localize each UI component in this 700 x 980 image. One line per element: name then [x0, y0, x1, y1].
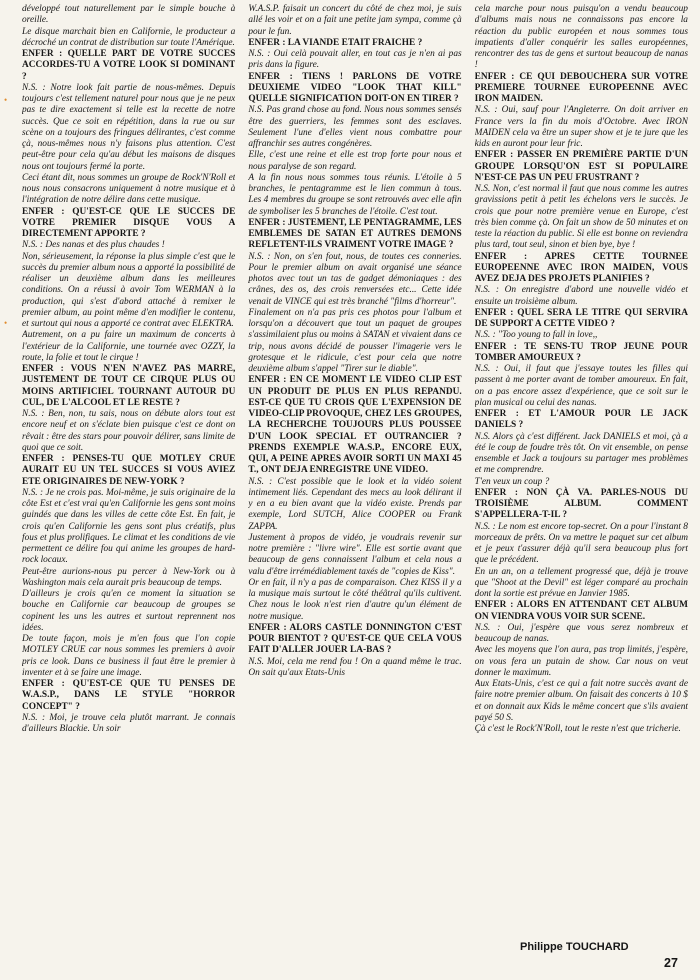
interview-answer: Peut-être aurions-nous pu percer à New-York ou à Washington mais cela aurait pris beaucoup de temps. [22, 566, 236, 588]
interview-question: ENFER : LA VIANDE ETAIT FRAICHE ? [248, 37, 423, 48]
interview-question: ENFER : ET L'AMOUR POUR LE JACK DANIELS ? [474, 409, 688, 431]
interview-question: ENFER : EN CE MOMENT LE VIDEO CLIP EST UN PRODUIT DE PLUS EN PLUS REPANDU. EST-CE QUE TU CROIS QUE L'EXPENSION DE VIDEO-CLIP PROVOQUE, CHEZ LES GROUPES, LA RECHERCHE TOUJOURS PLUS POUSSEE D'UN LOOK SPECIAL ET OUTRANCIER ? PRENDS EXEMPLE W.A.S.P., ENCORE EUX, QUI, A PEINE APRES AVOIR SORTI UN MAXI 45 T., ONT DEJA ENREGISTRE UNE VIDEO. [248, 375, 462, 476]
interview-answer: Or en fait, il n'y a pas de comparaison. Chez KISS il y a la musique mais surtout le côté théâtral qu'ils cultivent. Chez nous le look n'est rien d'autre qu'un élément de notre musique. [248, 577, 462, 622]
interview-answer: W.A.S.P. faisait un concert du côté de chez moi, je suis allé les voir et on a fait une petite jam sympa, comme çà pour le fun. [248, 4, 462, 37]
interview-question: ENFER : ALORS EN ATTENDANT CET ALBUM ON VIENDRA VOUS VOIR SUR SCENE. [474, 600, 688, 622]
interview-answer: N.S. : Ben, non, tu sais, nous on débute alors tout est encore neuf et on s'éclate bien puisque c'est ce dont on rêvait : être des stars pour pouvoir délirer, sans limite de quoi que ce soit. [22, 409, 236, 453]
interview-answer: N.S. : "Too young to fall in love,, [474, 330, 598, 341]
interview-question: ENFER : NON ÇÀ VA. PARLES-NOUS DU TROISIÈME ALBUM. COMMENT S'APPELLERA-T-IL ? [474, 487, 688, 521]
interview-question: ENFER : QUELLE PART DE VOTRE SUCCES ACCORDES-TU A VOTRE LOOK SI DOMINANT ? [22, 49, 236, 82]
interview-answer: Ceci étant dit, nous sommes un groupe de Rock'N'Roll et nous nous consacrons uniquement à notre musique et à l'intégration de notre délire dans cette musique. [22, 172, 236, 206]
interview-question: ENFER : CE QUI DEBOUCHERA SUR VOTRE PREMIERE TOURNEE EUROPEENNE AVEC IRON MAIDEN. [474, 71, 688, 104]
margin-dot-icon: • [4, 95, 8, 105]
interview-answer: En un an, on a tellement progressé que, déjà je trouve que "Shoot at the Devil" est léger comparé au prochain dont la sortie est prévue en Janvier 1985. [474, 566, 688, 599]
interview-question: ENFER : QU'EST-CE QUE TU PENSES DE W.A.S.P., DANS LE STYLE "HORROR CONCEPT" ? [22, 679, 236, 712]
interview-answer: Le disque marchait bien en Californie, le producteur a décroché un contrat de distribution sur toute l'Amérique. [22, 26, 236, 48]
interview-answer: N.S. : Le nom est encore top-secret. On a pour l'instant 8 morceaux de prêts. On va mettre le paquet sur cet album et je peux t'assurer déjà qu'il sera beaucoup plus fort que le précédent. [474, 521, 688, 566]
interview-question: ENFER : PASSER EN PREMIÈRE PARTIE D'UN GROUPE LORSQU'ON EST SI POPULAIRE N'EST-CE PAS UN PEU FRUSTRANT ? [474, 150, 688, 183]
interview-question: ENFER : QU'EST-CE QUE LE SUCCES DE VOTRE PREMIER DISQUE VOUS A DIRECTEMENT APPORTE ? [22, 206, 236, 239]
interview-answer: T'en veux un coup ? [474, 476, 550, 487]
page-number: 27 [664, 956, 678, 970]
interview-answer: développé tout naturellement par le simple bouche à oreille. [22, 4, 236, 26]
interview-answer: Non, sérieusement, la réponse la plus simple c'est que le succès du premier album nous a apporté la possibilité de réaliser un deuxième album dans les meilleures conditions. On a réussi à avoir Tom WERMAN à la production, qui s'est d'abord attaché à remixer le premier album, au point même d'en modifier le contenu, et surtout qui nous a apporté ce contrat avec ELEKTRA. [22, 251, 236, 329]
interview-answer: Finalement on n'a pas pris ces photos pour l'album et lorsqu'on a découvert que tout un paquet de groupes s'assimilaient plus ou moins à SATAN et vivaient dans ce trip, nous avons décidé de pousser l'imagerie vers le grotesque et le ridicule, c'est pour cela que notre deuxième album s'appel "Tirer sur le diable". [248, 307, 462, 374]
text-column-1 [22, 4, 235, 944]
interview-answer: N.S. Moi, cela me rend fou ! On a quand même le trac. On sait qu'aux Etats-Unis [248, 656, 462, 678]
interview-answer: De toute façon, mois je m'en fous que l'on copie MOTLEY CRUE car nous sommes les premiers à avoir pris ce look. Dans ce business il faut être le premier à inventer et à se faire une image. [22, 634, 236, 678]
interview-answer: N.S. : Non, on s'en fout, nous, de toutes ces conneries. Pour le premier album on avait organisé une séance photos avec tout un tas de gadget démoniaques : des crânes, des os, des crois renversées etc... Cette idée venait de VINCE qui est très branché "films d'horreur". [248, 251, 462, 307]
interview-question: ENFER : JUSTEMENT, LE PENTAGRAMME, LES EMBLEMES DE SATAN ET AUTRES DEMONS REFLETENT-ILS VRAIMENT VOTRE IMAGE ? [248, 217, 462, 251]
interview-answer: N.S. : Oui celà pouvait aller, en tout cas je n'en ai pas pris dans la figure. [248, 49, 462, 71]
interview-answer: cela marche pour nous puisqu'on a vendu beaucoup d'albums mais nous ne connaissons pas encore la réaction du public européen et nous sommes tous impatients d'aller conquérir les salles européennes, rencontrer des tas de gens et surtout beaucoup de nanas ! [474, 4, 688, 71]
interview-answer: Elle, c'est une reine et elle est trop forte pour nous et nous paralyse de son regard. [248, 150, 462, 172]
interview-answer: Çà c'est le Rock'N'Roll, tout le reste n'est que tricherie. [474, 724, 681, 734]
interview-answer: N.S. : Oui, il faut que j'essaye toutes les filles qui passent à me porter avant de tomber amoureux. En fait, on a pas encore assez d'expérience, que ce soit sur le plan musical ou celui des nanas. [474, 364, 688, 408]
author-signature: Philippe TOUCHARD [520, 941, 629, 953]
article-body [22, 4, 688, 944]
interview-question: ENFER : QUEL SERA LE TITRE QUI SERVIRA DE SUPPORT A CETTE VIDEO ? [474, 307, 688, 329]
interview-answer: Justement à propos de vidéo, je voudrais revenir sur notre première : "livre wire". Elle est sortie avant que beaucoup de gens connaissent l'album et cela nous a valu d'être irrémédiablement taxés de "copies de Kiss". [248, 532, 462, 577]
interview-answer: N.S. : C'est possible que le look et la vidéo soient intimement liés. Cependant des mecs au look délirant il y en a eu bien avant que la vidéo existe. Prends par exemple, Lord SUTCH, Alice COOPER ou Frank ZAPPA. [248, 476, 462, 532]
interview-question: ENFER : TE SENS-TU TROP JEUNE POUR TOMBER AMOUREUX ? [474, 341, 688, 363]
interview-answer: N.S. Alors çà c'est différent. Jack DANIELS et moi, çà a été le coup de foudre très tôt. On vit ensemble, on pense ensemble et Jack a toujours su partager mes problèmes et me comprendre. [474, 431, 688, 476]
interview-answer: Avec les moyens que l'on aura, pas trop limités, j'espère, on vous fera un putain de show. Car nous on veut donner le maximum. [474, 645, 688, 678]
interview-answer: N.S. : Je ne crois pas. Moi-même, je suis originaire de la côte Est et c'est vrai qu'en Californie les gens sont moins guindés que dans les villes de cette côte Est. En fait, je crois qu'en Californie les gens sont plus créatifs, plus fous et plus prolifiques. Le climat et les conditions de vie permettent ce délire fou qui anime les groupes de hard-rock locaux. [22, 487, 236, 566]
interview-answer: N.S. : On enregistre d'abord une nouvelle vidéo et ensuite un troisième album. [474, 285, 688, 307]
interview-answer: Aux Etats-Unis, c'est ce qui a fait notre succès avant de faire notre premier album. On faisait des concerts à 10 $ et on donnait aux Kids le même concert que s'ils avaient payé 50 S. [474, 679, 688, 723]
interview-answer: N.S. : Oui, sauf pour l'Angleterre. On doit arriver en France vers la fin du mois d'Octobre. Avec IRON MAIDEN cela va être un super show et je te jure que les kids en auront pour leur fric. [474, 105, 688, 149]
interview-question: ENFER : TIENS ! PARLONS DE VOTRE DEUXIEME VIDEO "LOOK THAT KILL" QUELLE SIGNIFICATION DOIT-ON EN TIRER ? [248, 71, 462, 104]
interview-question: ENFER : ALORS CASTLE DONNINGTON C'EST POUR BIENTOT ? QU'EST-CE QUE CELA VOUS FAIT D'ALLER JOUER LA-BAS ? [248, 622, 462, 656]
interview-answer: N.S. : Moi, je trouve cela plutôt marrant. Je connais d'ailleurs Blackie. Un soir [22, 712, 236, 734]
interview-answer: N.S. Pas grand chose au fond. Nous nous sommes sensés être des guerriers, les femmes sont des esclaves. Seulement l'une d'elles vient nous combattre pour affranchir ses autres congénères. [248, 105, 462, 149]
interview-answer: Autrement, on a pu faire un maximum de concerts à l'extérieur de la Californie, une tournée avec OZZY, la route, la folie et tout le cirque ! [22, 330, 236, 363]
margin-dot-icon: • [4, 318, 8, 328]
interview-answer: N.S. Non, c'est normal il faut que nous comme les autres gravissions petit à petit les échelons vers le succès. Je crois que pour notre première venue en Europe, c'est très bien comme çà. On fait un show de 50 minutes et on teste la réaction du public. Si elle est bonne on reviendra plus tard, tout seul, sinon et bien bye, bye ! [474, 184, 688, 251]
text-column-2 [248, 4, 461, 944]
text-column-3 [475, 4, 688, 944]
interview-answer: A la fin nous nous sommes tous réunis. L'étoile à 5 branches, le pentagramme est le lien commun à tous. Les 4 membres du groupe se sont retrouvés avec elle afin de symboliser les 5 branches de l'étoile. C'est tout. [248, 172, 462, 217]
interview-question: ENFER : PENSES-TU QUE MOTLEY CRUE AURAIT EU UN TEL SUCCES SI VOUS AVIEZ ETE ORIGINAIRES DE NEW-YORK ? [22, 454, 236, 487]
interview-answer: D'ailleurs je crois qu'en ce moment la situation se bouche en Californie car beaucoup de groupes se copinent les uns les autres et surtout reprennent nos idées. [22, 589, 236, 633]
interview-answer: N.S. : Notre look fait partie de nous-mêmes. Depuis toujours c'est tellement naturel pour nous que je ne peux pas te dire exactement si telle est la recette de notre succès. Que ce soit en répétition, dans la rue ou sur scène on a toujours des fringues délirantes, c'est comme çà, nous-mêmes nous n'y faisons plus attention. C'est peut-être pour cela qu'au début les maisons de disques nous ont toujours fermé la porte. [22, 82, 236, 172]
interview-question: ENFER : VOUS N'EN N'AVEZ PAS MARRE, JUSTEMENT DE TOUT CE CIRQUE PLUS OU MOINS ARTIFICIEL TOURNANT AUTOUR DU CUL, DE L'ALCOOL ET LE RESTE ? [22, 364, 236, 408]
interview-answer: N.S. : Oui, j'espère que vous serez nombreux et beaucoup de nanas. [474, 622, 688, 644]
interview-question: ENFER : APRES CETTE TOURNEE EUROPEENNE AVEC IRON MAIDEN, VOUS AVEZ DEJA DES PROJETS PLANIFIES ? [474, 251, 688, 284]
interview-answer: N.S. : Des nanas et des plus chaudes ! [22, 240, 165, 251]
